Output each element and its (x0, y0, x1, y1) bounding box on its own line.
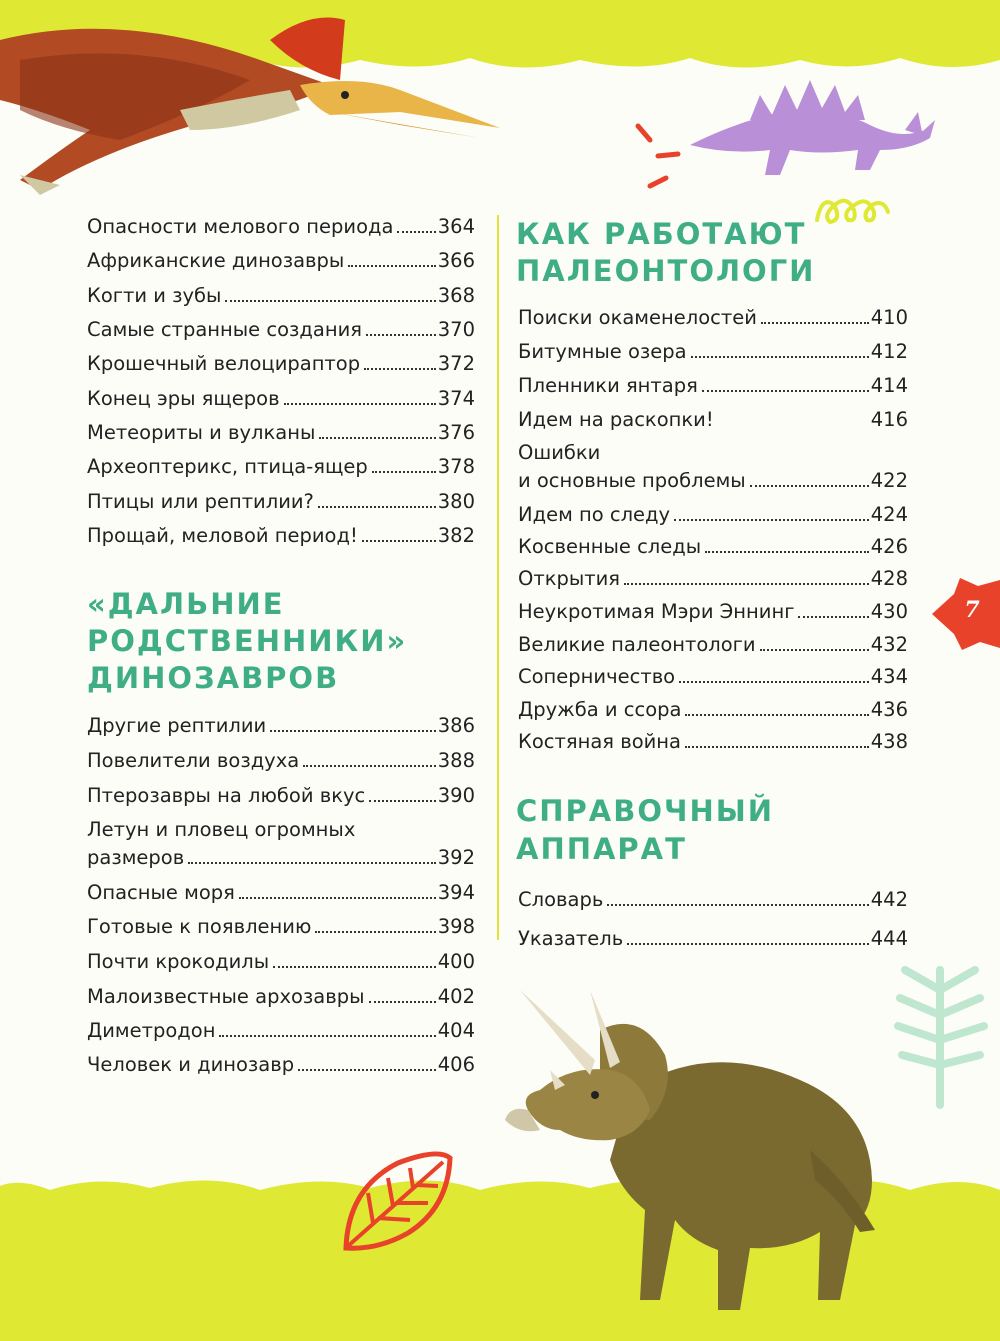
toc-entry-page: 374 (437, 387, 475, 410)
toc-entry-page: 380 (437, 490, 475, 513)
toc-entry-page: 366 (437, 249, 475, 272)
toc-entry[interactable] (87, 1053, 475, 1077)
dot-leader (685, 714, 868, 716)
dot-leader (219, 1035, 435, 1037)
toc-entry[interactable] (518, 503, 908, 527)
toc-entry-page: 426 (870, 535, 908, 558)
toc-entry[interactable] (87, 455, 475, 479)
toc-entry[interactable] (518, 408, 908, 432)
toc-entry-page: 438 (870, 730, 908, 753)
toc-entry[interactable] (518, 600, 908, 624)
toc-entry-page: 390 (437, 784, 475, 807)
toc-entry[interactable] (518, 567, 908, 591)
toc-entry-title: Битумные озера (518, 340, 687, 363)
dot-leader (315, 931, 435, 933)
dot-leader (679, 681, 869, 683)
dot-leader (303, 765, 436, 767)
toc-entry[interactable] (87, 950, 475, 974)
toc-entry-page: 434 (870, 665, 908, 688)
toc-entry[interactable] (87, 284, 475, 308)
toc-entry[interactable] (87, 524, 475, 548)
toc-entry[interactable] (87, 881, 475, 905)
toc-entry-title: Пленники янтаря (518, 374, 698, 397)
dot-leader (798, 616, 868, 618)
toc-entry-title: Словарь (518, 888, 604, 911)
toc-entry[interactable] (518, 698, 908, 722)
toc-entry-title: Почти крокодилы (87, 950, 270, 973)
toc-entry-page: 370 (437, 318, 475, 341)
dot-leader (319, 437, 435, 439)
triceratops-illustration (500, 970, 880, 1341)
toc-entry-title: Метеориты и вулканы (87, 421, 316, 444)
toc-entry-title: Неукротимая Мэри Эннинг (518, 600, 795, 623)
dot-leader (397, 231, 435, 233)
toc-entry[interactable] (518, 535, 908, 559)
dot-leader (760, 649, 869, 651)
dot-leader (318, 506, 436, 508)
toc-entry[interactable] (87, 714, 475, 738)
toc-entry-title: Соперничество (518, 665, 676, 688)
fern-doodle (880, 960, 1000, 1110)
dot-leader (188, 862, 436, 864)
toc-entry-title: Повелители воздуха (87, 749, 300, 772)
toc-entry[interactable] (518, 374, 908, 398)
toc-entry-page: 404 (437, 1019, 475, 1042)
dot-leader (270, 730, 436, 732)
toc-entry[interactable] (87, 915, 475, 939)
dot-leader (750, 485, 869, 487)
toc-entry-page: 442 (870, 888, 908, 911)
dot-leader (239, 897, 436, 899)
toc-entry-title: Дружба и ссора (518, 698, 682, 721)
toc-entry-page: 364 (437, 215, 475, 238)
dot-leader (607, 904, 868, 906)
toc-entry-title: Диметродон (87, 1019, 216, 1042)
toc-entry-page: 430 (870, 600, 908, 623)
toc-entry-title: Прощай, меловой период! (87, 524, 358, 547)
column-divider (497, 215, 499, 940)
toc-entry-title: Другие рептилии (87, 714, 267, 737)
dot-leader (298, 1069, 436, 1071)
toc-entry[interactable] (87, 784, 475, 808)
toc-entry-title: Опасные моря (87, 881, 235, 904)
toc-entry[interactable] (518, 927, 908, 951)
toc-entry-title: Костяная война (518, 730, 682, 753)
toc-entry[interactable] (87, 318, 475, 342)
toc-entry-page: 382 (437, 524, 475, 547)
toc-entry[interactable] (87, 215, 475, 239)
spiral-doodle (812, 190, 892, 240)
dot-leader (362, 540, 436, 542)
leaf-doodle (338, 1148, 458, 1258)
section-heading: «ДАЛЬНИЕ (87, 587, 285, 621)
toc-entry[interactable] (518, 730, 908, 754)
dot-leader (674, 519, 869, 521)
pteranodon-illustration (0, 0, 510, 200)
dot-leader (348, 265, 435, 267)
toc-entry-title: Африканские динозавры (87, 249, 345, 272)
toc-entry[interactable] (87, 490, 475, 514)
accent-strokes (628, 118, 698, 198)
toc-entry[interactable] (87, 846, 475, 870)
toc-entry[interactable] (87, 1019, 475, 1043)
toc-entry-title: Крошечный велоцираптор (87, 352, 361, 375)
toc-entry[interactable] (518, 665, 908, 689)
page-number: 7 (964, 597, 980, 623)
toc-entry-page: 388 (437, 749, 475, 772)
toc-entry-title: Поиски окаменелостей (518, 306, 757, 329)
section-heading: ДИНОЗАВРОВ (87, 661, 340, 695)
dot-leader (225, 300, 435, 302)
dot-leader (761, 322, 869, 324)
toc-entry[interactable] (87, 749, 475, 773)
dot-leader (624, 583, 869, 585)
toc-entry-page: 422 (870, 469, 908, 492)
toc-entry-title: Открытия (518, 567, 621, 590)
dot-leader (685, 746, 869, 748)
toc-entry-title: Идем по следу (518, 503, 671, 526)
toc-entry-page: 392 (437, 846, 475, 869)
dot-leader (273, 966, 436, 968)
toc-entry-title: Когти и зубы (87, 284, 222, 307)
toc-entry[interactable] (518, 340, 908, 364)
toc-entry[interactable] (87, 985, 475, 1009)
toc-entry[interactable] (87, 387, 475, 411)
toc-entry-page: 416 (870, 408, 908, 431)
dot-leader (366, 334, 436, 336)
toc-entry-title: Птицы или рептилии? (87, 490, 314, 513)
section-heading: СПРАВОЧНЫЙ (516, 794, 775, 828)
toc-entry-page: 372 (437, 352, 475, 375)
dot-leader (702, 390, 869, 392)
toc-entry-title: Птерозавры на любой вкус (87, 784, 366, 807)
dot-leader (369, 800, 436, 802)
stegosaurus-doodle (680, 50, 940, 180)
dot-leader (691, 356, 869, 358)
toc-entry-page: 410 (870, 306, 908, 329)
toc-entry-page: 436 (870, 698, 908, 721)
toc-entry-title: Указатель (518, 927, 624, 950)
section-heading: РОДСТВЕННИКИ» (87, 624, 408, 658)
toc-entry-title: Археоптерикс, птица-ящер (87, 455, 368, 478)
section-heading: АППАРАТ (516, 832, 687, 866)
toc-entry-page: 406 (437, 1053, 475, 1076)
toc-entry-title: Опасности мелового периода (87, 215, 394, 238)
toc-entry[interactable] (518, 888, 908, 912)
dot-leader (372, 471, 436, 473)
toc-entry[interactable] (518, 633, 908, 657)
toc-entry[interactable] (518, 469, 908, 493)
toc-entry-title: Косвенные следы (518, 535, 702, 558)
toc-entry-page: 378 (437, 455, 475, 478)
dot-leader (284, 403, 436, 405)
toc-entry-title-line1: Летун и пловец огромных (87, 818, 356, 841)
section-heading: КАК РАБОТАЮТ (516, 217, 807, 251)
toc-entry-page: 398 (437, 915, 475, 938)
dot-leader (364, 368, 436, 370)
toc-entry-page: 424 (870, 503, 908, 526)
toc-entry[interactable] (87, 421, 475, 445)
toc-entry-page: 412 (870, 340, 908, 363)
toc-entry[interactable] (87, 249, 475, 273)
toc-entry-title: Великие палеонтологи (518, 633, 756, 656)
dot-leader (718, 424, 869, 426)
toc-entry-title-line1: Ошибки (518, 441, 601, 464)
toc-entry-page: 402 (437, 985, 475, 1008)
toc-entry-page: 394 (437, 881, 475, 904)
toc-entry-title: и основные проблемы (518, 469, 746, 492)
toc-entry-page: 376 (437, 421, 475, 444)
dot-leader (369, 1001, 436, 1003)
toc-entry-page: 428 (870, 567, 908, 590)
section-heading: ПАЛЕОНТОЛОГИ (516, 254, 816, 288)
toc-entry-page: 444 (870, 927, 908, 950)
toc-entry[interactable] (87, 352, 475, 376)
toc-entry-title: размеров (87, 846, 185, 869)
dot-leader (705, 551, 869, 553)
toc-entry-page: 386 (437, 714, 475, 737)
toc-entry-title: Конец эры ящеров (87, 387, 280, 410)
toc-entry-title: Готовые к появлению (87, 915, 312, 938)
toc-entry-title: Малоизвестные архозавры (87, 985, 365, 1008)
toc-entry-title: Идем на раскопки! (518, 408, 714, 431)
toc-entry-page: 432 (870, 633, 908, 656)
toc-entry-title: Человек и динозавр (87, 1053, 295, 1076)
dot-leader (627, 943, 869, 945)
toc-entry[interactable] (518, 306, 908, 330)
toc-entry-page: 400 (437, 950, 475, 973)
toc-entry-page: 368 (437, 284, 475, 307)
toc-entry-page: 414 (870, 374, 908, 397)
toc-entry-title: Самые странные создания (87, 318, 362, 341)
